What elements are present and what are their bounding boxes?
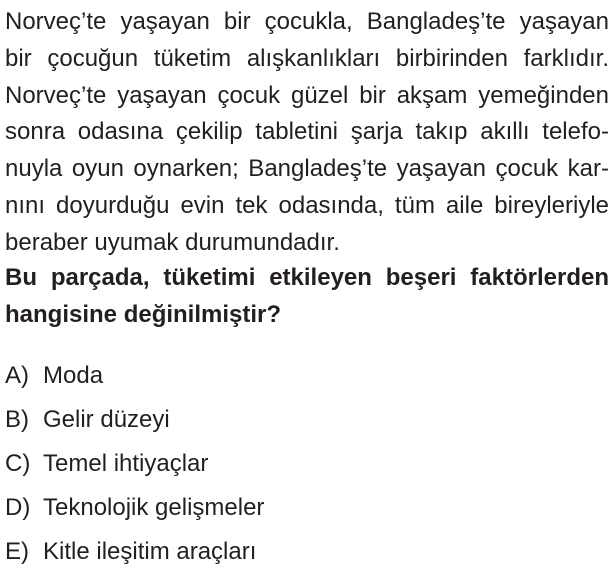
question-line-2: hangisine değinilmiştir? — [5, 301, 282, 328]
answer-options — [5, 354, 264, 574]
option-a-letter: A) — [5, 362, 29, 389]
option-c-text: Temel ihtiyaçlar — [43, 450, 209, 477]
passage-line-3: Norveç’te yaşayan çocuk güzel bir akşam yemeğinden — [5, 81, 609, 109]
passage-line-1: Norveç’te yaşayan bir çocukla, Bangladeş’te yaşayan — [5, 8, 609, 35]
question-stem — [5, 259, 609, 333]
option-b-text: Gelir düzeyi — [43, 406, 170, 433]
option-a-text: Moda — [43, 362, 104, 389]
passage-line-6: nını doyurduğu evin tek odasında, tüm aile bireyleriyle — [5, 191, 609, 219]
option-b[interactable] — [5, 398, 264, 442]
passage-line-7: beraber uyumak durumundadır. — [5, 228, 340, 256]
option-d-letter: D) — [5, 494, 31, 521]
question-line-1: Bu parçada, tüketimi etkileyen beşeri faktörlerden — [5, 264, 609, 291]
option-a[interactable] — [5, 354, 264, 398]
option-d[interactable] — [5, 486, 264, 530]
passage-line-4: sonra odasına çekilip tabletini şarja takıp akıllı telefo- — [5, 118, 609, 146]
option-b-letter: B) — [5, 406, 29, 433]
option-e-text: Kitle ileşitim araçları — [43, 538, 257, 565]
option-e-letter: E) — [5, 538, 29, 565]
question-passage — [5, 4, 609, 262]
option-e[interactable] — [5, 530, 264, 574]
passage-line-2: bir çocuğun tüketim alışkanlıkları birbirinden farklıdır. — [5, 44, 609, 72]
option-c[interactable] — [5, 442, 264, 486]
option-c-letter: C) — [5, 450, 31, 477]
passage-line-5: nuyla oyun oynarken; Bangladeş’te yaşayan çocuk kar- — [5, 155, 609, 183]
option-d-text: Teknolojik gelişmeler — [43, 494, 265, 521]
